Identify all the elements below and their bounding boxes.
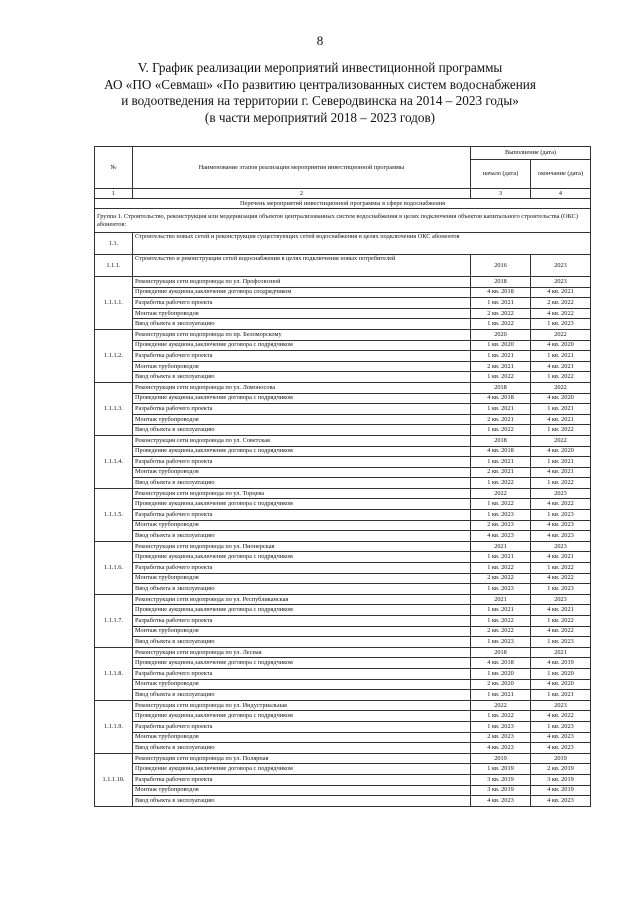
stage-start: 2022 [471,488,531,499]
item-number: 1.1.1. [95,255,133,277]
stage-name: Реконструкция сети водопровода по ул. Лесная [133,647,471,658]
stage-start: 1 кв. 2020 [471,668,531,679]
title-line: (в части мероприятий 2018 – 2023 годов) [204,109,436,125]
table-row [95,351,591,362]
table-row [95,563,591,574]
stage-start: 2018 [471,647,531,658]
stage-name: Ввод объекта в эксплуатацию [133,743,471,754]
table-row [95,679,591,690]
stage-end: 4 кв. 2020 [531,393,591,404]
table-row [95,277,591,288]
item-text: Строительство и реконструкция сетей водоснабжения в целях подключения новых потребителей [133,255,471,277]
table-row [95,510,591,521]
stage-name: Проведение аукциона,заключение договора с подрядчиком [133,764,471,775]
table-row [95,700,591,711]
stage-name: Проведение аукциона,заключение договора сподрядчиком [133,287,471,298]
stage-start: 1 кв. 2021 [471,351,531,362]
stage-name: Монтаж трубопроводов [133,785,471,796]
item-start: 2016 [471,255,531,277]
table-row [95,796,591,807]
table-row [95,647,591,658]
stage-start: 2 кв. 2021 [471,414,531,425]
table-row [95,753,591,764]
table-row [95,626,591,637]
stage-start: 2 кв. 2022 [471,626,531,637]
group-title: Группа 1. Строительство, реконструкция или модернизация объектов централизованных систем водоснабжения в целях подключения объектов капитального строительства (ОКС) абонентов: [95,209,591,233]
stage-start: 2018 [471,435,531,446]
stage-end: 4 кв. 2019 [531,785,591,796]
stage-name: Монтаж трубопроводов [133,414,471,425]
stage-name: Разработка рабочего проекта [133,774,471,785]
stage-name: Монтаж трубопроводов [133,573,471,584]
table-row [95,690,591,701]
stage-end: 2022 [531,382,591,393]
table-row [95,552,591,563]
stage-start: 4 кв. 2023 [471,796,531,807]
measure-number: 1.1.1.3. [95,382,133,435]
measure-number: 1.1.1.7. [95,594,133,647]
stage-end: 4 кв. 2023 [531,520,591,531]
header-no: № [95,147,133,189]
stage-start: 2 кв. 2022 [471,308,531,319]
stage-end: 3 кв. 2019 [531,774,591,785]
stage-end: 2 кв. 2019 [531,764,591,775]
table-row [95,298,591,309]
table-row [95,287,591,298]
page-number: 8 [316,33,324,48]
schedule-table [94,146,591,807]
stage-end: 2 кв. 2022 [531,298,591,309]
stage-end: 1 кв. 2022 [531,616,591,627]
stage-end: 1 кв. 2023 [531,319,591,330]
stage-start: 1 кв. 2022 [471,616,531,627]
stage-end: 4 кв. 2020 [531,340,591,351]
stage-name: Реконструкция сети водопровода по ул. Полярная [133,753,471,764]
stage-name: Ввод объекта в эксплуатацию [133,531,471,542]
stage-name: Монтаж трубопроводов [133,520,471,531]
stage-end: 2022 [531,435,591,446]
stage-end: 4 кв. 2022 [531,308,591,319]
stage-end: 4 кв. 2021 [531,605,591,616]
document-title [60,60,580,126]
stage-start: 2022 [471,700,531,711]
stage-start: 1 кв. 2021 [471,404,531,415]
stage-start: 1 кв. 2022 [471,319,531,330]
stage-name: Ввод объекта в эксплуатацию [133,319,471,330]
stage-name: Ввод объекта в эксплуатацию [133,584,471,595]
stage-name: Ввод объекта в эксплуатацию [133,637,471,648]
table-row [95,382,591,393]
header-start: начало (дата) [471,160,531,189]
stage-start: 3 кв. 2019 [471,774,531,785]
stage-name: Реконструкция сети водопровода по ул. Республиканская [133,594,471,605]
stage-start: 2 кв. 2021 [471,467,531,478]
table-row [95,457,591,468]
stage-end: 4 кв. 2020 [531,446,591,457]
stage-start: 1 кв. 2023 [471,721,531,732]
stage-start: 2021 [471,594,531,605]
table-row [95,425,591,436]
stage-start: 1 кв. 2022 [471,711,531,722]
stage-name: Реконструкция сети водопровода по ул. Ломоносова [133,382,471,393]
stage-start: 2 кв. 2020 [471,679,531,690]
stage-name: Разработка рабочего проекта [133,510,471,521]
stage-end: 1 кв. 2023 [531,637,591,648]
measure-number: 1.1.1.4. [95,435,133,488]
stage-start: 4 кв. 2018 [471,287,531,298]
stage-end: 4 кв. 2021 [531,552,591,563]
stage-end: 1 кв. 2023 [531,510,591,521]
stage-start: 3 кв. 2019 [471,785,531,796]
stage-name: Реконструкция сети водопровода по ул. Торцева [133,488,471,499]
stage-name: Проведение аукциона,заключение договора с подрядчиком [133,340,471,351]
table-row [95,584,591,595]
table-row [95,435,591,446]
stage-end: 1 кв. 2021 [531,404,591,415]
table-row [95,721,591,732]
table-row [95,616,591,627]
stage-name: Реконструкция сети водопровода по ул. Пионерская [133,541,471,552]
title-line: АО «ПО «Севмаш» «По развитию централизованных систем водоснабжения [104,76,536,92]
stage-name: Монтаж трубопроводов [133,467,471,478]
stage-name: Разработка рабочего проекта [133,668,471,679]
stage-name: Реконструкция сети водопровода по ул. Индустриальная [133,700,471,711]
header-index: 4 [531,189,591,199]
stage-end: 4 кв. 2023 [531,531,591,542]
stage-name: Проведение аукциона,заключение договора с подрядчиком [133,393,471,404]
stage-start: 1 кв. 2021 [471,457,531,468]
stage-start: 2018 [471,277,531,288]
stage-end: 2023 [531,700,591,711]
table-row [95,541,591,552]
stage-name: Проведение аукциона,заключение договора с подрядчиком [133,658,471,669]
stage-name: Реконструкция сети водопровода по ул. Профсоюзной [133,277,471,288]
table-row [95,531,591,542]
stage-start: 4 кв. 2023 [471,531,531,542]
stage-name: Разработка рабочего проекта [133,563,471,574]
stage-name: Проведение аукциона,заключение договора с подрядчиком [133,711,471,722]
table-row [95,393,591,404]
stage-end: 2022 [531,329,591,340]
stage-start: 2018 [471,382,531,393]
table-row [95,467,591,478]
table-row [95,414,591,425]
stage-start: 1 кв. 2023 [471,584,531,595]
measure-number: 1.1.1.9. [95,700,133,753]
stage-end: 1 кв. 2022 [531,425,591,436]
stage-end: 4 кв. 2021 [531,361,591,372]
stage-start: 1 кв. 2021 [471,605,531,616]
table-row [95,573,591,584]
item-text: Строительство новых сетей и реконструкция существующих сетей водоснабжения в целях подключения ОКС абонентов [133,233,591,255]
stage-name: Проведение аукциона,заключение договора с подрядчиком [133,499,471,510]
stage-name: Проведение аукциона,заключение договора с подрядчиком [133,605,471,616]
stage-end: 4 кв. 2019 [531,658,591,669]
stage-end: 2023 [531,594,591,605]
stage-name: Разработка рабочего проекта [133,404,471,415]
stage-start: 2 кв. 2022 [471,573,531,584]
stage-end: 4 кв. 2022 [531,573,591,584]
table-row [95,446,591,457]
header-name: Наименование этапов реализации мероприятия инвестиционной программы [133,147,471,189]
header-end: окончание (дата) [531,160,591,189]
stage-name: Разработка рабочего проекта [133,616,471,627]
stage-end: 4 кв. 2023 [531,796,591,807]
stage-end: 4 кв. 2022 [531,626,591,637]
stage-name: Ввод объекта в эксплуатацию [133,796,471,807]
table-row [95,732,591,743]
header-index: 3 [471,189,531,199]
stage-name: Монтаж трубопроводов [133,679,471,690]
measure-number: 1.1.1.5. [95,488,133,541]
table-row [95,668,591,679]
stage-end: 4 кв. 2023 [531,732,591,743]
measure-number: 1.1.1.8. [95,647,133,700]
stage-end: 1 кв. 2021 [531,690,591,701]
table-row [95,340,591,351]
stage-start: 2 кв. 2023 [471,520,531,531]
stage-start: 1 кв. 2023 [471,637,531,648]
stage-name: Разработка рабочего проекта [133,298,471,309]
stage-end: 2023 [531,541,591,552]
table-row [95,520,591,531]
stage-start: 1 кв. 2022 [471,372,531,383]
table-row [95,478,591,489]
stage-end: 4 кв. 2021 [531,467,591,478]
stage-name: Реконструкция сети водопровода по пр. Беломорскому [133,329,471,340]
stage-name: Монтаж трубопроводов [133,626,471,637]
item-number: 1.1. [95,233,133,255]
stage-start: 1 кв. 2020 [471,340,531,351]
header-index: 1 [95,189,133,199]
stage-start: 4 кв. 2018 [471,393,531,404]
stage-end: 4 кв. 2022 [531,499,591,510]
table-row [95,711,591,722]
stage-start: 4 кв. 2018 [471,658,531,669]
stage-start: 2 кв. 2021 [471,361,531,372]
stage-name: Ввод объекта в эксплуатацию [133,425,471,436]
stage-end: 4 кв. 2021 [531,414,591,425]
stage-start: 1 кв. 2021 [471,552,531,563]
table-row [95,764,591,775]
table-row [95,594,591,605]
stage-name: Реконструкция сети водопровода по ул. Советская [133,435,471,446]
table-row [95,605,591,616]
stage-end: 1 кв. 2023 [531,721,591,732]
table-row [95,361,591,372]
table-row [95,319,591,330]
table-row [95,372,591,383]
stage-start: 2021 [471,541,531,552]
stage-name: Ввод объекта в эксплуатацию [133,372,471,383]
stage-end: 1 кв. 2022 [531,478,591,489]
stage-end: 1 кв. 2022 [531,563,591,574]
table-row [95,499,591,510]
stage-end: 1 кв. 2022 [531,372,591,383]
stage-end: 4 кв. 2021 [531,287,591,298]
table-row [95,658,591,669]
title-line: V. График реализации мероприятий инвестиционной программы [137,60,503,75]
table-row [95,743,591,754]
stage-start: 1 кв. 2022 [471,563,531,574]
table-row [95,329,591,340]
table-row [95,785,591,796]
stage-start: 1 кв. 2021 [471,298,531,309]
table-row [95,637,591,648]
stage-start: 2020 [471,329,531,340]
stage-start: 4 кв. 2023 [471,743,531,754]
stage-end: 2023 [531,488,591,499]
table-row [95,404,591,415]
table-row [95,774,591,785]
stage-end: 4 кв. 2020 [531,679,591,690]
stage-start: 2019 [471,753,531,764]
measure-number: 1.1.1.2. [95,329,133,382]
stage-end: 2019 [531,753,591,764]
stage-start: 1 кв. 2022 [471,478,531,489]
table-row [95,308,591,319]
stage-name: Монтаж трубопроводов [133,308,471,319]
stage-name: Монтаж трубопроводов [133,361,471,372]
stage-start: 4 кв. 2018 [471,446,531,457]
header-execution: Выполнение (дата) [471,147,591,160]
stage-name: Проведение аукциона,заключение договора с подрядчиком [133,552,471,563]
stage-name: Ввод объекта в эксплуатацию [133,478,471,489]
stage-name: Разработка рабочего проекта [133,351,471,362]
section-title: Перечень мероприятий инвестиционной программы в сфере водоснабжения [95,199,591,209]
stage-end: 2023 [531,277,591,288]
stage-start: 1 кв. 2023 [471,510,531,521]
stage-name: Ввод объекта в эксплуатацию [133,690,471,701]
stage-start: 1 кв. 2022 [471,425,531,436]
stage-end: 1 кв. 2021 [531,457,591,468]
stage-end: 4 кв. 2022 [531,711,591,722]
measure-number: 1.1.1.1. [95,277,133,330]
stage-name: Монтаж трубопроводов [133,732,471,743]
stage-start: 1 кв. 2021 [471,690,531,701]
table-row [95,488,591,499]
stage-start: 2 кв. 2023 [471,732,531,743]
stage-start: 1 кв. 2022 [471,499,531,510]
stage-name: Проведение аукциона,заключение договора с подрядчиком [133,446,471,457]
measure-number: 1.1.1.6. [95,541,133,594]
stage-end: 1 кв. 2020 [531,668,591,679]
stage-start: 1 кв. 2019 [471,764,531,775]
stage-name: Разработка рабочего проекта [133,721,471,732]
measure-number: 1.1.1.10. [95,753,133,806]
stage-end: 2021 [531,647,591,658]
stage-end: 1 кв. 2021 [531,351,591,362]
header-index: 2 [133,189,471,199]
item-end: 2023 [531,255,591,277]
stage-name: Разработка рабочего проекта [133,457,471,468]
stage-end: 4 кв. 2023 [531,743,591,754]
title-line: и водоотведения на территории г. Северодвинска на 2014 – 2023 годы» [121,93,519,108]
stage-end: 1 кв. 2023 [531,584,591,595]
